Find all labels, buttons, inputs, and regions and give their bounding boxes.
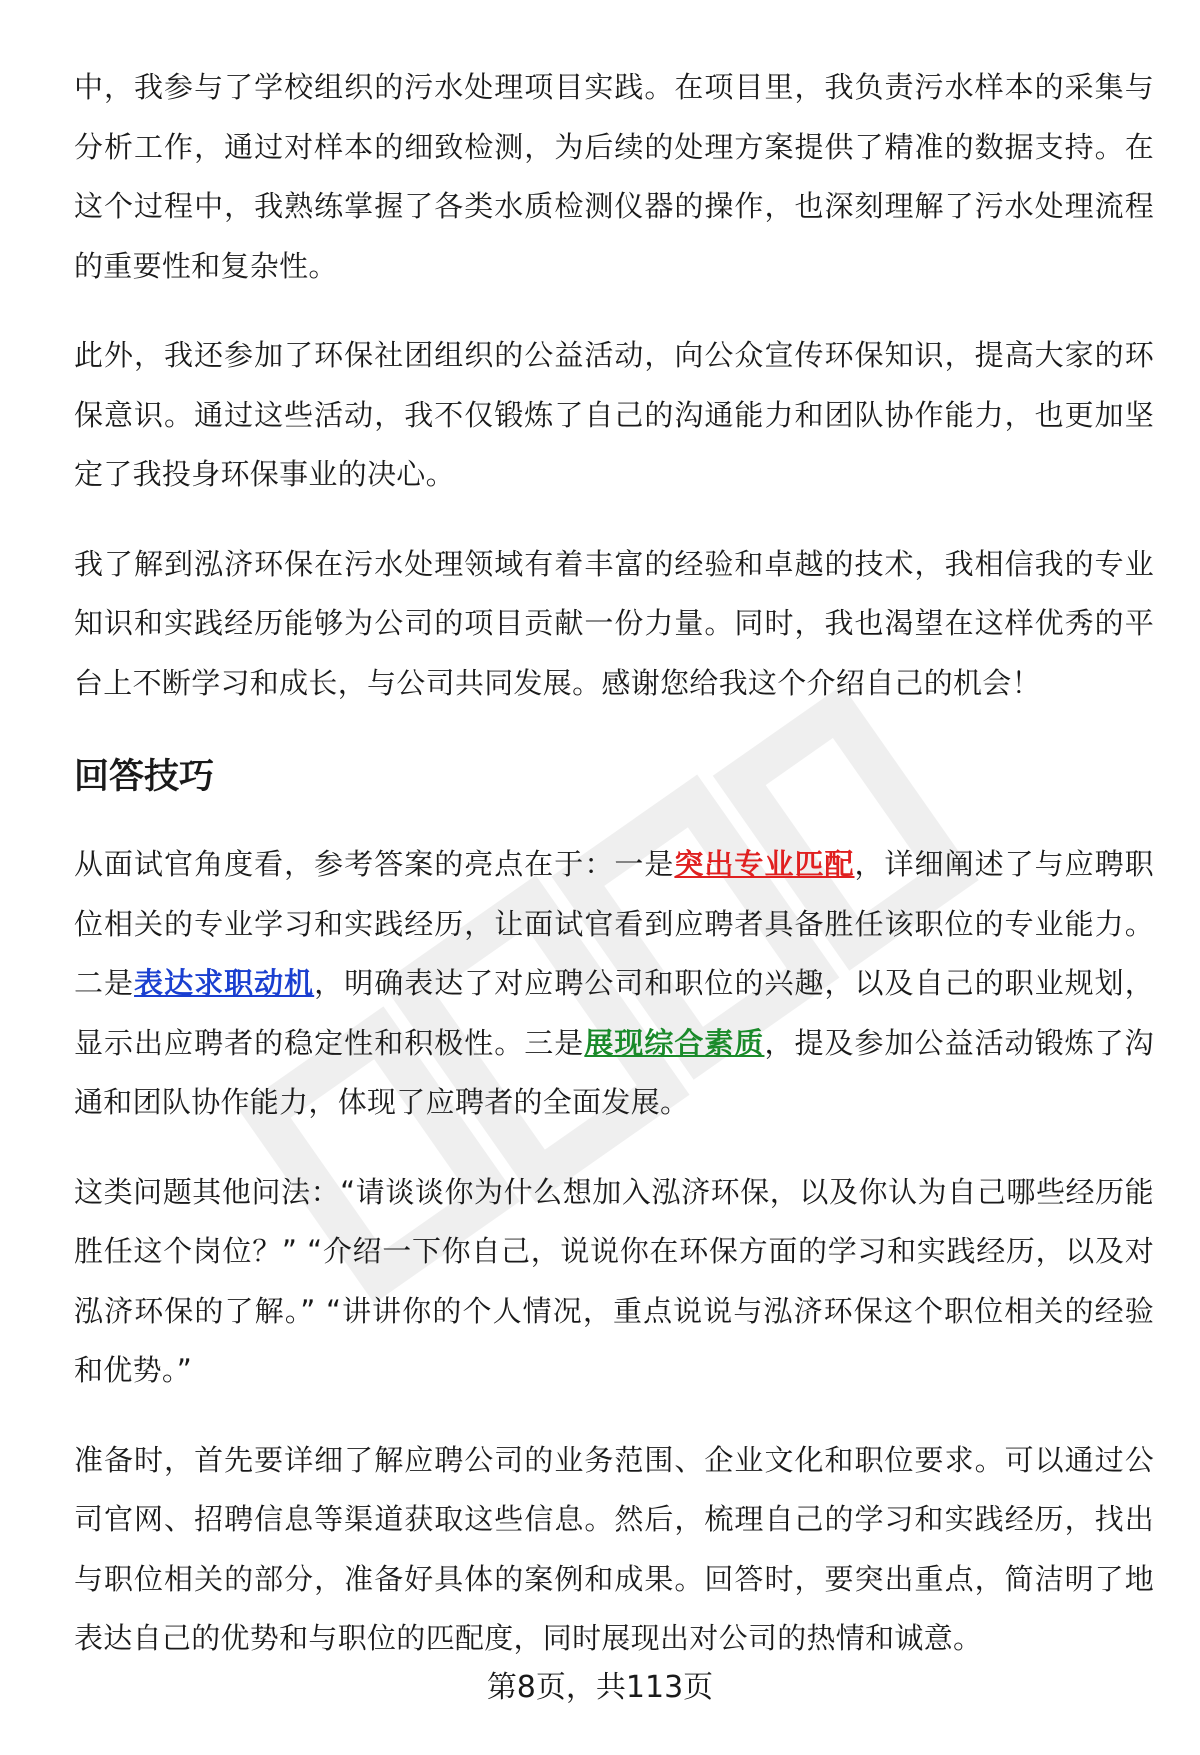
paragraph-preparation: 准备时，首先要详细了解应聘公司的业务范围、企业文化和职位要求。可以通过公司官网、招聘信息等渠道获取这些信息。然后，梳理自己的学习和实践经历，找出与职位相关的部分，准备好具体的案例和成果。回答时，要突出重点，简洁明了地表达自己的优势和与职位的匹配度，同时展现出对公司的热情和诚意。 — [74, 1442, 1154, 1655]
highlight-job-motivation: 表达求职动机 — [134, 966, 315, 1000]
page-number: 第8页，共113页 — [486, 1670, 714, 1705]
tips-text-3: ，明确表达了对应聘公司和职位的兴趣，以及自己的职业规划，显示出应聘者的稳定性和积极性。三是 — [74, 966, 1154, 1060]
section-heading: 回答技巧 — [74, 757, 215, 797]
paragraph-tips — [74, 835, 1154, 1133]
paragraph-public-activities: 此外，我还参加了环保社团组织的公益活动，向公众宣传环保知识，提高大家的环保意识。通过这些活动，我不仅锻炼了自己的沟通能力和团队协作能力，也更加坚定了我投身环保事业的决心。 — [74, 338, 1154, 491]
tips-text-1: 从面试官角度看，参考答案的亮点在于：一是 — [74, 847, 675, 881]
tips-text-4: ，提及参加公益活动锻炼了沟通和团队协作能力，体现了应聘者的全面发展。 — [74, 1025, 1154, 1119]
paragraph-other-questions: 这类问题其他问法：“请谈谈你为什么想加入泓济环保，以及你认为自己哪些经历能胜任这个岗位？” “介绍一下你自己，说说你在环保方面的学习和实践经历，以及对泓济环保的了解。” “讲讲你的个人情况，重点说说与泓济环保这个职位相关的经验和优势。” — [74, 1174, 1154, 1387]
paragraph-project-experience: 中，我参与了学校组织的污水处理项目实践。在项目里，我负责污水样本的采集与分析工作，通过对样本的细致检测，为后续的处理方案提供了精准的数据支持。在这个过程中，我熟练掌握了各类水质检测仪器的操作，也深刻理解了污水处理流程的重要性和复杂性。 — [74, 70, 1154, 283]
document-page — [74, 58, 1154, 1699]
highlight-professional-match: 突出专业匹配 — [674, 847, 855, 881]
highlight-overall-quality: 展现综合素质 — [584, 1025, 765, 1060]
paragraph-company-motivation: 我了解到泓济环保在污水处理领域有着丰富的经验和卓越的技术，我相信我的专业知识和实践经历能够为公司的项目贡献一份力量。同时，我也渴望在这样优秀的平台上不断学习和成长，与公司共同发展。感谢您给我这个介绍自己的机会！ — [74, 546, 1154, 700]
tips-text-2: ，详细阐述了与应聘职位相关的专业学习和实践经历，让面试官看到应聘者具备胜任该职位的专业能力。二是 — [74, 847, 1154, 1000]
